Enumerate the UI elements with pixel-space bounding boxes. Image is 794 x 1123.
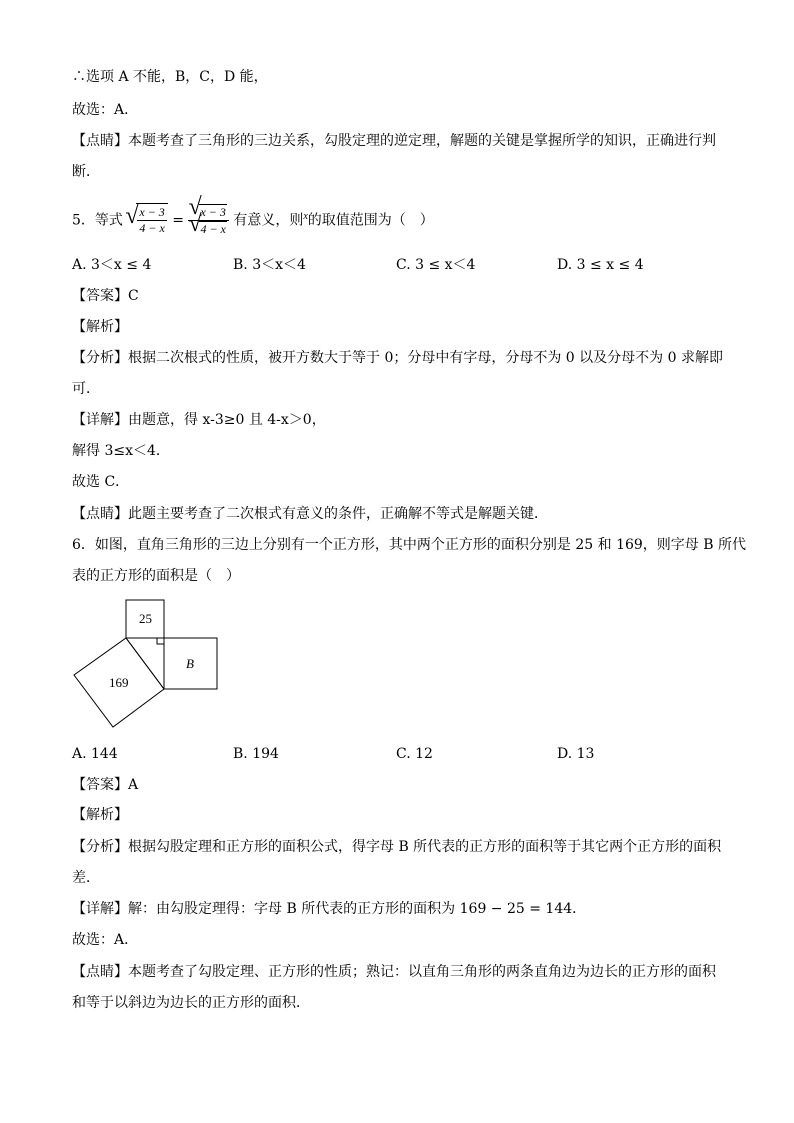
q5-answer: 【答案】C bbox=[72, 288, 139, 304]
q5-analysis-line-2: 可． bbox=[72, 381, 100, 397]
fraction-denominator-right: 4 − x bbox=[200, 222, 226, 237]
choice-line: 故选：A． bbox=[72, 102, 139, 118]
q5-analysis-head: 【解析】 bbox=[72, 319, 128, 335]
q5-analysis-line-1: 【分析】根据二次根式的性质，被开方数大于等于 0；分母中有字母，分母不为 0 以及分母不为 0 求解即 bbox=[72, 350, 723, 366]
q6-detail: 【详解】解：由勾股定理得：字母 B 所代表的正方形的面积为 169 − 25 = 144． bbox=[72, 901, 587, 917]
q6-choice: 故选：A． bbox=[72, 932, 139, 948]
label-169: 169 bbox=[109, 675, 129, 690]
q6-answer: 【答案】A bbox=[72, 777, 139, 793]
comment-line-2: 断． bbox=[72, 164, 100, 180]
q5-option-a: A. 3＜x ≤ 4 bbox=[72, 257, 152, 273]
q5-option-c: C. 3 ≤ x＜4 bbox=[396, 257, 476, 273]
q6-stem-line-2: 表的正方形的面积是（ ） bbox=[72, 568, 240, 584]
q5-option-b: B. 3＜x＜4 bbox=[233, 257, 306, 273]
q5-detail: 【详解】由题意，得 x-3≥0 且 4-x＞0， bbox=[72, 412, 326, 428]
fraction-numerator-left: √ x − 3 bbox=[139, 205, 165, 220]
q6-option-b: B. 194 bbox=[233, 746, 279, 762]
q6-option-a: A. 144 bbox=[72, 746, 118, 762]
label-25: 25 bbox=[139, 611, 152, 626]
q6-option-c: C. 12 bbox=[396, 746, 433, 762]
question-5-suffix-2: 的取值范围为（ ） bbox=[307, 212, 434, 229]
question-5-prefix: 5．等式 bbox=[72, 212, 123, 229]
q5-solution: 解得 3≤x＜4． bbox=[72, 443, 170, 459]
q6-analysis-head: 【解析】 bbox=[72, 807, 128, 823]
fraction-denominator-left: 4 − x bbox=[139, 221, 165, 236]
q6-stem-line-1: 6．如图，直角三角形的三边上分别有一个正方形，其中两个正方形的面积分别是 25 和 169，则字母 B 所代 bbox=[72, 537, 746, 553]
q6-analysis-line-2: 差． bbox=[72, 870, 100, 886]
equals-sign: = bbox=[172, 212, 184, 229]
q6-comment-line-2: 和等于以斜边为边长的正方形的面积． bbox=[72, 995, 310, 1011]
q6-option-d: D. 13 bbox=[557, 746, 595, 762]
comment-line-1: 【点睛】本题考查了三角形的三边关系，勾股定理的逆定理，解题的关键是掌握所学的知识，正确进行判 bbox=[72, 133, 716, 149]
label-b: B bbox=[186, 656, 194, 671]
q5-comment: 【点睛】此题主要考查了二次根式有意义的条件，正确解不等式是解题关键． bbox=[72, 506, 548, 522]
conclusion-line: ∴选项 A 不能，B，C，D 能， bbox=[72, 69, 268, 85]
q5-choice: 故选 C． bbox=[72, 474, 130, 490]
fraction-numerator-right: x − 3 bbox=[200, 205, 226, 220]
q6-comment-line-1: 【点睛】本题考查了勾股定理、正方形的性质；熟记：以直角三角形的两条直角边为边长的正方形的面积 bbox=[72, 964, 716, 980]
q5-option-d: D. 3 ≤ x ≤ 4 bbox=[557, 257, 644, 273]
question-5-suffix: 有意义，则 bbox=[233, 212, 304, 229]
right-angle-mark bbox=[157, 638, 164, 644]
q6-analysis-line-1: 【分析】根据勾股定理和正方形的面积公式，得字母 B 所代表的正方形的面积等于其它两个正方形的面积 bbox=[72, 839, 722, 855]
variable-x: x bbox=[303, 211, 308, 222]
